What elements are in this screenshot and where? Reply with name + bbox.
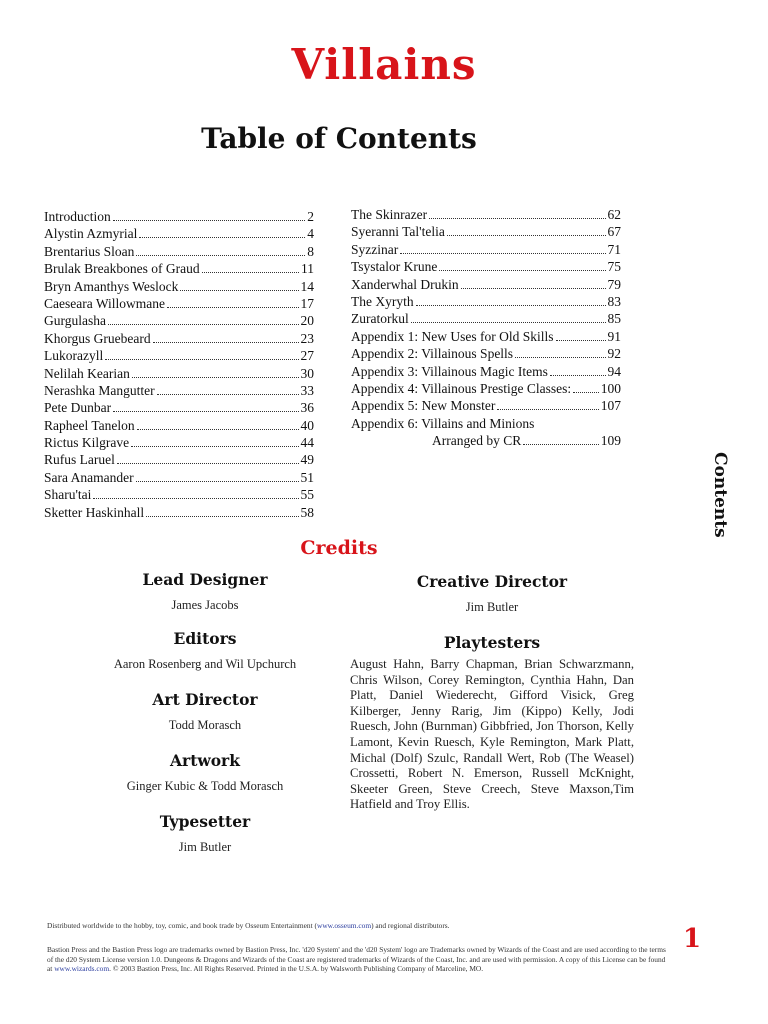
toc-page-number: 55 [300, 487, 314, 503]
toc-page-number: 11 [301, 261, 314, 277]
toc-entry-title: Appendix 4: Villainous Prestige Classes: [351, 380, 572, 396]
toc-page-number: 62 [607, 207, 621, 222]
distribution-text-post: ) and regional distributors. [371, 921, 450, 930]
typesetter-name: Jim Butler [178, 840, 232, 854]
toc-leader-dots [153, 342, 299, 343]
editors-block [60, 629, 350, 672]
toc-leader-dots [139, 237, 305, 238]
toc-leader-dots [400, 253, 605, 254]
toc-entry-title: Xanderwhal Drukin [351, 276, 459, 292]
toc-entry-title: Tsystalor Krune [351, 259, 438, 275]
page-number: 1 [683, 924, 702, 954]
toc-leader-dots [411, 322, 606, 323]
toc-entry-title: Syzzinar [351, 241, 399, 257]
toc-leader-dots [523, 444, 599, 445]
toc-leader-dots [136, 255, 305, 256]
toc-entry [44, 366, 314, 383]
toc-column-right [351, 207, 621, 450]
toc-page-number: 33 [300, 382, 314, 398]
toc-entry-title: Appendix 3: Villainous Magic Items [351, 363, 548, 379]
toc-entry [44, 313, 314, 330]
toc-leader-dots [573, 392, 599, 393]
toc-entry-title: Pete Dunbar [44, 400, 112, 416]
toc-entry [351, 259, 621, 276]
art-director-heading: Art Director [152, 690, 258, 709]
distribution-notice [47, 921, 647, 930]
toc-entry [351, 277, 621, 294]
toc-entry [44, 226, 314, 243]
toc-entry [351, 398, 621, 415]
toc-page-number: 44 [300, 435, 314, 451]
toc-entry [44, 261, 314, 278]
toc-page-number: 75 [607, 259, 621, 275]
toc-entry-title: Brentarius Sloan [44, 243, 135, 259]
toc-entry [44, 452, 314, 469]
legal-text-post: . © 2003 Bastion Press, Inc. All Rights Reserved. Printed in the U.S.A. by Walsworth Publishing Company of Marceline, MO. [109, 964, 484, 973]
toc-leader-dots [429, 218, 605, 219]
toc-entry [351, 294, 621, 311]
toc-column-left [44, 209, 314, 522]
toc-leader-dots [132, 377, 299, 378]
toc-entry [44, 470, 314, 487]
toc-leader-dots [117, 463, 299, 464]
lead-designer-name: James Jacobs [171, 598, 239, 612]
toc-entry [351, 207, 621, 224]
playtesters-list: August Hahn, Barry Chapman, Brian Schwarzmann, Chris Wilson, Corey Remington, Cynthia Hahn, Dan Platt, Daniel Wiederecht, Gifford Visick, Greg Kilberger, Jenny Rarig, Jim (Kippo) Kelly, Jodi Ruesch, John (Burnman) Gibbfried, Jon Thorson, Kelly Lamont, Kevin Ruesch, Kyle Remington, Mark Platt, Michal (Dolf) Szulc, Randall Wert, Rob (The Weasel) Crossetti, Robert N. Emerson, Russell McKnight, Skeeter Green, Steve Creech, Steve Maxson,Tim Hatfield and Troy Ellis. [350, 657, 634, 812]
osseum-link[interactable]: www.osseum.com [316, 921, 372, 930]
toc-page-number: 109 [600, 433, 621, 449]
toc-page-number: 14 [300, 278, 314, 294]
toc-entry-title: The Skinrazer [351, 207, 428, 222]
toc-entry [351, 311, 621, 328]
art-director-block [60, 690, 350, 733]
toc-leader-dots [416, 305, 606, 306]
toc-entry [351, 224, 621, 241]
toc-page-number: 49 [300, 452, 314, 468]
toc-leader-dots [93, 498, 298, 499]
toc-entry-title: Khorgus Gruebeard [44, 330, 151, 346]
toc-entry [44, 487, 314, 504]
toc-page-number: 85 [607, 311, 621, 327]
toc-entry-title: Rufus Laruel [44, 452, 115, 468]
toc-page-number: 94 [607, 363, 621, 379]
toc-page-number: 83 [607, 293, 621, 309]
toc-entry-title: Sharu'tai [44, 487, 92, 503]
toc-page-number: 92 [607, 346, 621, 362]
toc-entry-title: Bryn Amanthys Weslock [44, 278, 179, 294]
editors-heading: Editors [173, 629, 237, 648]
toc-page-number: 67 [607, 224, 621, 240]
toc-entry [44, 383, 314, 400]
toc-entry-title: Gurgulasha [44, 313, 106, 329]
toc-leader-dots [131, 446, 298, 447]
toc-entry [351, 242, 621, 259]
toc-entry [351, 433, 621, 450]
toc-entry-title: Caeseara Willowmane [44, 295, 166, 311]
toc-leader-dots [439, 270, 605, 271]
artwork-block [60, 751, 350, 794]
toc-entry [44, 505, 314, 522]
wizards-link[interactable]: www.wizards.com [54, 964, 110, 973]
toc-page-number: 23 [300, 330, 314, 346]
toc-page-number: 27 [300, 348, 314, 364]
section-tab: Contents [710, 452, 730, 538]
toc-leader-dots [180, 290, 298, 291]
toc-entry [44, 296, 314, 313]
toc-entry [351, 329, 621, 346]
lead-designer-block [60, 570, 350, 613]
toc-leader-dots [497, 409, 598, 410]
toc-entry-title: Alystin Azmyrial [44, 226, 138, 242]
toc-leader-dots [550, 375, 606, 376]
editors-names: Aaron Rosenberg and Wil Upchurch [113, 657, 297, 671]
toc-leader-dots [105, 359, 298, 360]
toc-leader-dots [461, 288, 606, 289]
toc-page-number: 100 [600, 380, 621, 396]
toc-entry-title: Zuratorkul [351, 311, 409, 327]
toc-entry [44, 348, 314, 365]
toc-leader-dots [515, 357, 605, 358]
typesetter-block [60, 812, 350, 855]
distribution-text-pre: Distributed worldwide to the hobby, toy, comic, and book trade by Osseum Entertainment ( [47, 921, 317, 930]
toc-entry-title: Syeranni Tal'telia [351, 224, 445, 240]
toc-page-number: 91 [607, 328, 621, 344]
artwork-heading: Artwork [170, 751, 240, 770]
creative-director-block [350, 572, 634, 615]
toc-entry [351, 364, 621, 381]
toc-page-number: 107 [600, 398, 621, 414]
creative-director-heading: Creative Director [416, 572, 568, 591]
toc-page-number: 17 [300, 295, 314, 311]
toc-leader-dots [113, 411, 298, 412]
book-title: Villains [291, 40, 477, 89]
toc-leader-dots [137, 429, 299, 430]
toc-leader-dots [556, 340, 606, 341]
playtesters-heading: Playtesters [443, 633, 541, 652]
toc-entry [44, 331, 314, 348]
toc-entry [44, 209, 314, 226]
toc-leader-dots [447, 235, 606, 236]
toc-entry-title: Arranged by CR [432, 433, 522, 449]
toc-page-number: 4 [307, 226, 314, 242]
toc-leader-dots [167, 307, 298, 308]
toc-entry [44, 418, 314, 435]
toc-leader-dots [202, 272, 299, 273]
toc-page-number: 40 [300, 417, 314, 433]
toc-page-number: 51 [300, 469, 314, 485]
toc-entry [44, 435, 314, 452]
toc-entry-title: Sketter Haskinhall [44, 504, 145, 520]
toc-page-number: 79 [607, 276, 621, 292]
toc-entry-title: Nelilah Kearian [44, 365, 130, 381]
toc-page-number: 36 [300, 400, 314, 416]
toc-leader-dots [113, 220, 306, 221]
legal-text-pre: Bastion Press and the Bastion Press logo are trademarks owned by Bastion Press, Inc. 'd20 System' and the 'd20 System' logo are Trademarks owned by Wizards of the Coast and are used according to the terms of the d20 System License version 1.0. Dungeons & Dragons and Wizards of the Coast are registered trademarks of Wizards of the Coast, Inc. and are used with permission. A copy of this License can be found at [47, 945, 666, 973]
lead-designer-heading: Lead Designer [142, 570, 268, 589]
toc-entry-title: Appendix 5: New Monster [351, 398, 496, 414]
toc-entry [44, 244, 314, 261]
toc-leader-dots [146, 516, 298, 517]
credits-heading: Credits [300, 537, 378, 559]
toc-entry-title: Sara Anamander [44, 469, 134, 485]
typesetter-heading: Typesetter [159, 812, 251, 831]
toc-entry [351, 346, 621, 363]
toc-entry-title: The Xyryth [351, 293, 414, 309]
toc-leader-dots [108, 324, 299, 325]
toc-entry-title: Lukorazyll [44, 348, 104, 364]
toc-entry-title: Rictus Kilgrave [44, 435, 130, 451]
toc-entry [44, 279, 314, 296]
toc-page-number: 8 [307, 243, 314, 259]
toc-page-number: 30 [300, 365, 314, 381]
toc-entry-title: Appendix 2: Villainous Spells [351, 346, 514, 362]
toc-page-number: 20 [300, 313, 314, 329]
toc-entry-title: Rapheel Tanelon [44, 417, 135, 433]
toc-entry [351, 381, 621, 398]
artwork-names: Ginger Kubic & Todd Morasch [126, 779, 284, 793]
toc-entry-title: Appendix 1: New Uses for Old Skills [351, 328, 554, 344]
toc-entry [351, 416, 621, 433]
toc-heading: Table of Contents [201, 122, 477, 155]
toc-page-number: 2 [307, 209, 314, 224]
toc-page-number: 71 [607, 241, 621, 257]
toc-entry-title: Brulak Breakbones of Graud [44, 261, 200, 277]
legal-notice [47, 945, 669, 974]
art-director-name: Todd Morasch [168, 718, 242, 732]
playtesters-block [350, 633, 634, 652]
toc-entry-title: Appendix 6: Villains and Minions [351, 415, 535, 431]
toc-page-number: 58 [300, 504, 314, 520]
toc-entry [44, 400, 314, 417]
toc-leader-dots [157, 394, 299, 395]
creative-director-name: Jim Butler [465, 600, 519, 614]
toc-entry-title: Introduction [44, 209, 111, 224]
toc-entry-title: Nerashka Mangutter [44, 382, 155, 398]
toc-leader-dots [136, 481, 299, 482]
